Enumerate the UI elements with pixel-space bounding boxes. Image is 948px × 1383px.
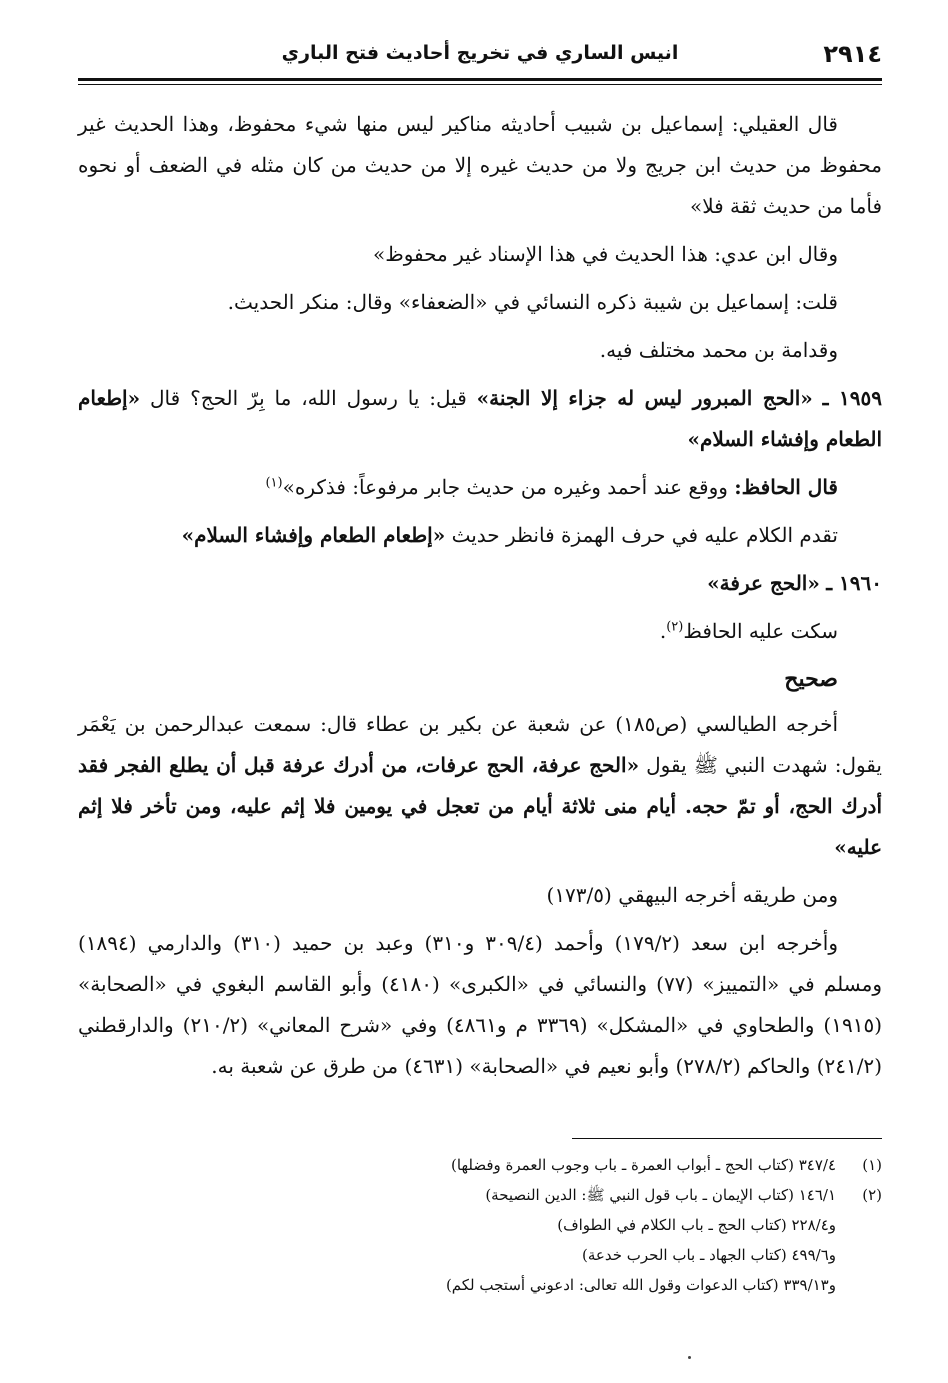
paragraph-silence — [78, 611, 882, 652]
footnote-ref-1[interactable]: (١) — [265, 475, 283, 491]
paragraph-qudama: وقدامة بن محمد مختلف فيه. — [599, 338, 838, 362]
page-number: ٢٩١٤ — [823, 40, 882, 68]
footnote-text: ١٤٦/١ (كتاب الإيمان ـ باب قول النبي ﷺ: الدين النصيحة) — [485, 1186, 836, 1204]
footnote-item — [78, 1180, 882, 1210]
footnote-text: و٤٩٩/٦ (كتاب الجهاد ـ باب الحرب خدعة) — [581, 1246, 836, 1264]
hafiz-text: ووقع عند أحمد وغيره من حديث جابر مرفوعاً: فذكره» — [282, 475, 728, 499]
hadith-text: «الحج المبرور ليس له جزاء إلا الجنة» — [476, 386, 813, 410]
hadith-text: «الحج عرفة» — [707, 571, 820, 595]
header-rule-thin — [78, 84, 882, 85]
hadith-number: ١٩٥٩ ـ — [822, 386, 882, 410]
page-header — [78, 40, 882, 88]
main-text — [78, 104, 882, 1094]
paragraph-tayalisi — [78, 704, 882, 868]
footnote-number: (٢) — [862, 1186, 882, 1204]
paragraph-uqayli: قال العقيلي: إسماعيل بن شبيب أحاديثه مناكير ليس منها شيء محفوظ، وهذا الحديث غير محفوظ من حديث ابن جريج ولا من حديث غيره إلا من حديث من كان مثله في الضعف أو نحوه فأما من حديث ثقة فلا» — [78, 112, 882, 218]
paragraph-cross-ref — [78, 515, 882, 556]
hadith-number: ١٩٦٠ ـ — [826, 571, 882, 595]
silence-end: . — [659, 619, 667, 643]
grading-heading: صحيح — [784, 666, 838, 692]
paragraph-nasai: قلت: إسماعيل بن شيبة ذكره النسائي في «الضعفاء» وقال: منكر الحديث. — [227, 290, 838, 314]
paragraph-bayhaqi: ومن طريقه أخرجه البيهقي (١٧٣/٥) — [546, 883, 838, 907]
footnote-number: (١) — [862, 1156, 882, 1174]
book-title — [78, 42, 882, 64]
tayalisi-text: أخرجه الطيالسي (ص١٨٥) عن شعبة عن بكير بن عطاء قال: سمعت عبدالرحمن بن يَعْمَر يقول: شهدت النبي ﷺ يقول — [78, 712, 882, 777]
footnote-ref-2[interactable]: (٢) — [666, 619, 684, 635]
footnote-separator — [572, 1138, 882, 1139]
hadith-answer: «إطعام الطعام وإفشاء السلام» — [78, 386, 882, 451]
footnote-item — [78, 1150, 882, 1180]
footnote-item — [78, 1270, 882, 1300]
header-rule-thick — [78, 78, 882, 81]
hadith-question: قيل: يا رسول الله، ما بِرّ الحج؟ قال — [150, 386, 467, 410]
silence-text: سكت عليه الحافظ — [683, 619, 838, 643]
paragraph-hafiz — [78, 467, 882, 508]
print-speck — [688, 1356, 691, 1359]
hadith-1960 — [78, 563, 882, 604]
paragraph-ibn-adi: وقال ابن عدي: هذا الحديث في هذا الإسناد غير محفوظ» — [372, 242, 838, 266]
cross-ref-text: تقدم الكلام عليه في حرف الهمزة فانظر حديث — [451, 523, 838, 547]
footnote-text: و٢٢٨/٤ (كتاب الحج ـ باب الكلام في الطواف) — [557, 1216, 836, 1234]
hafiz-label: قال الحافظ: — [734, 475, 838, 499]
footnote-text: و٣٣٩/١٣ (كتاب الدعوات وقول الله تعالى: ادعوني أستجب لكم) — [445, 1276, 836, 1294]
footnote-text: ٣٤٧/٤ (كتاب الحج ـ أبواب العمرة ـ باب وجوب العمرة وفضلها) — [451, 1156, 836, 1174]
hadith-full-text: «الحج عرفة، الحج عرفات، من أدرك عرفة قبل أن يطلع الفجر فقد أدرك الحج، أو تمّ حجه. أيام منى ثلاثة أيام من تعجل في يومين فلا إثم عليه، ومن تأخر فلا إثم عليه» — [78, 753, 882, 859]
cross-ref-hadith: «إطعام الطعام وإفشاء السلام» — [181, 523, 446, 547]
book-title-text: انيس الساري في تخريج أحاديث فتح الباري — [281, 42, 679, 64]
hadith-1959 — [78, 378, 882, 460]
footnotes — [78, 1150, 882, 1300]
paragraph-takhrij: وأخرجه ابن سعد (١٧٩/٢) وأحمد (٣٠٩/٤ و٣١٠) وعبد بن حميد (٣١٠) والدارمي (١٨٩٤) ومسلم في «التمييز» (٧٧) والنسائي في «الكبرى» (٤١٨٠) وأبو القاسم البغوي في «الصحابة» (١٩١٥) والطحاوي في «المشكل» (٣٣٦٩ م و٤٨٦١) وفي «شرح المعاني» (٢١٠/٢) والدارقطني (٢٤١/٢) والحاكم (٢٧٨/٢) وأبو نعيم في «الصحابة» (٤٦٣١) من طرق عن شعبة به. — [78, 931, 883, 1078]
footnote-item — [78, 1210, 882, 1240]
footnote-item — [78, 1240, 882, 1270]
